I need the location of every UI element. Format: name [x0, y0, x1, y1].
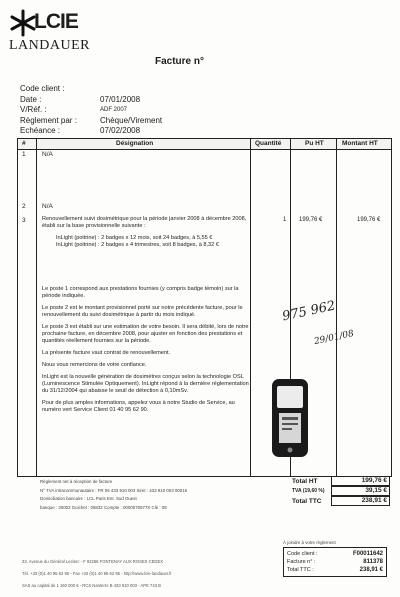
handwritten-date: 29/01/08	[313, 328, 355, 348]
meta-label: Date :	[20, 94, 42, 104]
total-label: Total TTC	[292, 497, 322, 505]
invoice-meta	[20, 84, 162, 137]
coupon-row	[287, 566, 383, 574]
header-designation: Désignation	[116, 140, 154, 147]
line-designation	[42, 216, 254, 249]
coupon-value: 238,91 €	[359, 567, 383, 573]
total-value: 199,76 €	[331, 476, 390, 486]
note-paragraph: InLight est la nouvelle génération de dosimètres conçus selon la technologie OSL (Luminescence Stimulée Optiquement). InLight répond à la dernière réglementation du 31/12/2004 qui abaisse le seuil de détection à 0,10mSv.	[42, 374, 249, 394]
payment-info-line: banque : 30002 Guichet : 05832 Compte : 0000070577X Clé : 08	[40, 504, 167, 510]
payment-info-line: Règlement net à réception de facture	[40, 479, 113, 484]
line-detail: InLight (poitrine) : 2 badges x 4 trimestres, soit 8 badges, à 8,32 €	[56, 242, 219, 248]
total-row-vat	[292, 486, 390, 496]
invoice-totals	[292, 476, 390, 506]
note-paragraph: Le poste 2 est le montant provisionnel porté sur notre précédente facture, pour le renouvellement du suivi dosimétrique à partir du mois indiqué.	[42, 305, 243, 318]
total-row-ttc	[292, 496, 390, 506]
coupon-label: Facture n° :	[287, 559, 316, 565]
header-quantity: Quantité	[255, 140, 282, 147]
header-unit-price: Pu HT	[305, 140, 324, 147]
company-address	[22, 556, 272, 592]
address-line: SAS au capital de 1 160 000 € - RCS Nanterre B 433 910 003 - APE 743 B	[22, 583, 161, 588]
coupon-label: Code client :	[287, 551, 318, 557]
meta-value: 07/01/2008	[100, 94, 141, 104]
line-number: 2	[22, 203, 26, 210]
coupon-row	[287, 558, 383, 566]
total-value: 39,15 €	[331, 486, 390, 496]
meta-row-payment	[20, 116, 162, 127]
dosimeter-badge-icon	[268, 377, 312, 459]
line-amount: 199,76 €	[357, 217, 381, 223]
address-line: 33, Avenue du Général Leclerc - F 92266 FONTENAY AUX ROSES CEDEX	[22, 559, 164, 564]
line-designation-text: Renouvellement suivi dosimétrique pour la période janvier 2008 à décembre 2008, établi sur la base provisionnelle suivante :	[42, 216, 247, 229]
brand-logo-subtitle: LANDAUER	[9, 38, 90, 53]
meta-value: ADF 2007	[100, 107, 128, 113]
meta-label: Echéance :	[20, 126, 61, 135]
note-paragraph: Le poste 3 est établi sur une estimation de votre besoin. Il sera débité, lors de notre prochaine facture, en décembre 2008, pour ajuster en fonction des prestations et quantités réellement fournies sur la période.	[42, 324, 249, 344]
coupon-box	[283, 547, 387, 577]
total-row-ht	[292, 476, 390, 486]
note-paragraph: Nous vous remercions de votre confiance.	[42, 362, 147, 368]
payment-info-line: N° TVA intracommunautaire : FR 06 433 910 003 Siret : 433 910 003 00016	[40, 487, 188, 493]
meta-row-client	[20, 84, 162, 95]
coupon-value: F00011642	[352, 551, 383, 557]
column-divider	[336, 139, 337, 476]
meta-label: Code client :	[20, 84, 65, 93]
meta-label: V/Réf. :	[20, 105, 47, 114]
meta-row-date	[20, 95, 162, 106]
meta-row-ref	[20, 105, 162, 116]
meta-value	[92, 84, 100, 95]
line-unit-price: 199,76 €	[299, 217, 323, 223]
column-divider	[36, 139, 37, 476]
payment-info-line: Domiciliation bancaire : LCL Paris Ent. Sud Ouest	[40, 496, 137, 501]
line-number: 3	[22, 217, 26, 224]
line-designation: N/A	[42, 203, 53, 210]
line-number: 1	[22, 151, 26, 158]
payment-coupon	[283, 540, 387, 577]
coupon-row	[287, 550, 383, 558]
header-num: #	[22, 140, 26, 147]
meta-value: 07/02/2008	[100, 126, 141, 135]
coupon-label: Total TTC :	[287, 567, 314, 573]
payment-info	[40, 478, 280, 512]
meta-row-due	[20, 126, 162, 137]
invoice-title: Facture n°	[155, 56, 205, 67]
handwritten-code: 975 962	[280, 298, 337, 325]
meta-value: Chèque/Virement	[100, 115, 163, 125]
line-detail: InLight (poitrine) : 2 badges x 12 mois, soit 24 badges, à 5,55 €	[56, 235, 213, 241]
invoice-notes	[42, 286, 254, 419]
total-value: 238,91 €	[331, 496, 390, 506]
line-designation: N/A	[42, 151, 53, 158]
total-label: Total HT	[292, 477, 318, 485]
brand-logo-text: LCIE	[34, 10, 78, 33]
note-paragraph: Pour de plus amples informations, appelez vous à notre Studio de Service, au numéro vert Service Client 01 40 95 62 90.	[42, 400, 235, 413]
invoice-table	[17, 138, 392, 477]
line-quantity: 1	[283, 217, 287, 223]
note-paragraph: La présente facture vaut contrat de renouvellement.	[42, 350, 171, 356]
coupon-value: 811378	[363, 559, 383, 565]
coupon-caption: À joindre à votre règlement	[283, 540, 336, 545]
meta-label: Règlement par :	[20, 115, 77, 125]
header-amount: Montant HT	[342, 140, 378, 147]
note-paragraph: Le poste 1 correspond aux prestations fournies (y compris badge témoin) sur la période indiquée.	[42, 286, 239, 299]
address-line: Tél. +33 (0)1 40 95 62 90 - Fax +33 (0)1 40 95 62 95 - http://www.lcie-landauer.fr	[22, 571, 172, 576]
total-label: TVA (19,60 %)	[292, 488, 325, 494]
